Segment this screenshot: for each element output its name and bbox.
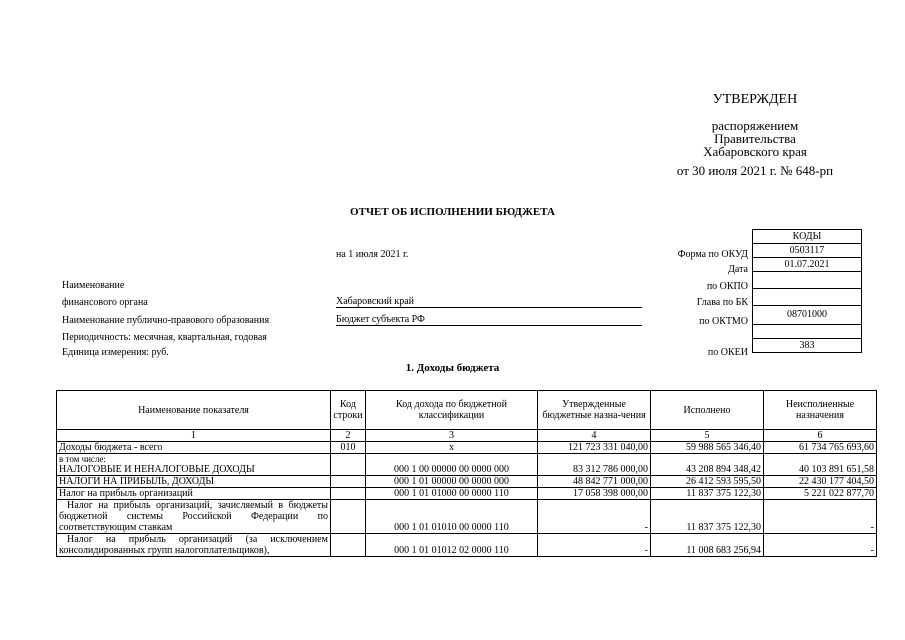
row-executed: 11 008 683 256,94 xyxy=(651,534,764,557)
row-executed: 43 208 894 348,42 xyxy=(651,454,764,476)
approval-heading: УТВЕРЖДЕН xyxy=(712,92,798,107)
header-line-code: Код строки xyxy=(331,391,366,430)
column-number-row xyxy=(57,430,877,442)
form-label-oktmo: по ОКТМО xyxy=(699,316,748,327)
code-oktmo: 08701000 xyxy=(753,306,862,325)
row-executed: 26 412 593 595,50 xyxy=(651,476,764,488)
form-label-okei: по ОКЕИ xyxy=(707,347,748,358)
row-kbk: 000 1 00 00000 00 0000 000 xyxy=(366,454,538,476)
code-bk xyxy=(753,289,862,306)
row-approved: - xyxy=(538,534,651,557)
header-name: Наименование показателя xyxy=(57,391,331,430)
row-subheading: в том числе: xyxy=(59,454,106,464)
table-row xyxy=(57,442,877,454)
label-name: Наименование xyxy=(62,280,125,291)
row-kbk: 000 1 01 01010 00 0000 110 xyxy=(366,500,538,534)
code-okei: 383 xyxy=(753,339,862,353)
row-executed: 59 988 565 346,40 xyxy=(651,442,764,454)
row-kbk: 000 1 01 01012 02 0000 110 xyxy=(366,534,538,557)
row-approved: 83 312 786 000,00 xyxy=(538,454,651,476)
label-public-entity: Наименование публично-правового образования xyxy=(62,315,270,326)
row-approved: 121 723 331 040,00 xyxy=(538,442,651,454)
table-row xyxy=(57,500,877,534)
income-table xyxy=(56,390,877,557)
report-date: на 1 июля 2021 г. xyxy=(336,249,409,260)
row-name-main: НАЛОГОВЫЕ И НЕНАЛОГОВЫЕ ДОХОДЫ xyxy=(59,464,255,475)
row-code xyxy=(331,454,366,476)
code-empty xyxy=(753,325,862,339)
row-name: Налог на прибыль организаций, зачисляемый в бюджеты бюджетной системы Российской Федерации по соответствующим ставкам xyxy=(57,500,331,534)
row-name: Налог на прибыль организаций xyxy=(57,488,331,500)
form-label-bk: Глава по БК xyxy=(696,297,748,308)
row-name: Доходы бюджета - всего xyxy=(57,442,331,454)
table-row xyxy=(57,476,877,488)
form-label-okpo: по ОКПО xyxy=(706,281,748,292)
col-num: 4 xyxy=(538,430,651,442)
row-name xyxy=(57,454,331,476)
table-row xyxy=(57,534,877,557)
row-approved: - xyxy=(538,500,651,534)
header-remaining: Неисполненные назначения xyxy=(764,391,877,430)
row-code xyxy=(331,476,366,488)
header-approved: Утвержденные бюджетные назна-чения xyxy=(538,391,651,430)
section-title: 1. Доходы бюджета xyxy=(405,362,500,374)
codes-header: КОДЫ xyxy=(753,230,862,244)
row-approved: 17 058 398 000,00 xyxy=(538,488,651,500)
row-name: НАЛОГИ НА ПРИБЫЛЬ, ДОХОДЫ xyxy=(57,476,331,488)
row-code xyxy=(331,534,366,557)
col-num: 6 xyxy=(764,430,877,442)
row-remaining: - xyxy=(764,500,877,534)
code-okpo xyxy=(753,272,862,289)
label-fin-organ: финансового органа xyxy=(62,297,148,308)
codes-box xyxy=(752,229,862,353)
row-remaining: 22 430 177 404,50 xyxy=(764,476,877,488)
row-kbk: 000 1 01 00000 00 0000 000 xyxy=(366,476,538,488)
label-unit: Единица измерения: руб. xyxy=(62,347,169,358)
approval-line-2: Правительства xyxy=(714,131,796,146)
row-code: 010 xyxy=(331,442,366,454)
row-remaining: 61 734 765 693,60 xyxy=(764,442,877,454)
col-num: 3 xyxy=(366,430,538,442)
row-kbk: x xyxy=(366,442,538,454)
form-label-date: Дата xyxy=(728,264,748,275)
row-executed: 11 837 375 122,30 xyxy=(651,488,764,500)
row-code xyxy=(331,488,366,500)
approval-line-4: от 30 июля 2021 г. № 648-рп xyxy=(676,163,834,178)
col-num: 2 xyxy=(331,430,366,442)
report-title: ОТЧЕТ ОБ ИСПОЛНЕНИИ БЮДЖЕТА xyxy=(350,206,555,218)
header-executed: Исполнено xyxy=(651,391,764,430)
label-periodicity: Периодичность: месячная, квартальная, годовая xyxy=(62,332,267,343)
row-executed: 11 837 375 122,30 xyxy=(651,500,764,534)
code-date: 01.07.2021 xyxy=(753,258,862,272)
row-remaining: - xyxy=(764,534,877,557)
header-kbk: Код дохода по бюджетной классификации xyxy=(366,391,538,430)
table-row xyxy=(57,454,877,476)
table-header-row xyxy=(57,391,877,430)
table-row xyxy=(57,488,877,500)
row-approved: 48 842 771 000,00 xyxy=(538,476,651,488)
col-num: 1 xyxy=(57,430,331,442)
row-code xyxy=(331,500,366,534)
row-remaining: 40 103 891 651,58 xyxy=(764,454,877,476)
fin-organ-value: Хабаровский край xyxy=(336,296,642,308)
form-label-okud: Форма по ОКУД xyxy=(677,249,748,260)
approval-line-1: распоряжением xyxy=(711,118,799,133)
public-entity-value: Бюджет субъекта РФ xyxy=(336,314,642,326)
approval-line-3: Хабаровского края xyxy=(703,144,807,159)
row-kbk: 000 1 01 01000 00 0000 110 xyxy=(366,488,538,500)
row-remaining: 5 221 022 877,70 xyxy=(764,488,877,500)
col-num: 5 xyxy=(651,430,764,442)
code-okud: 0503117 xyxy=(753,244,862,258)
row-name: Налог на прибыль организаций (за исключением консолидированных групп налогоплательщиков), xyxy=(57,534,331,557)
